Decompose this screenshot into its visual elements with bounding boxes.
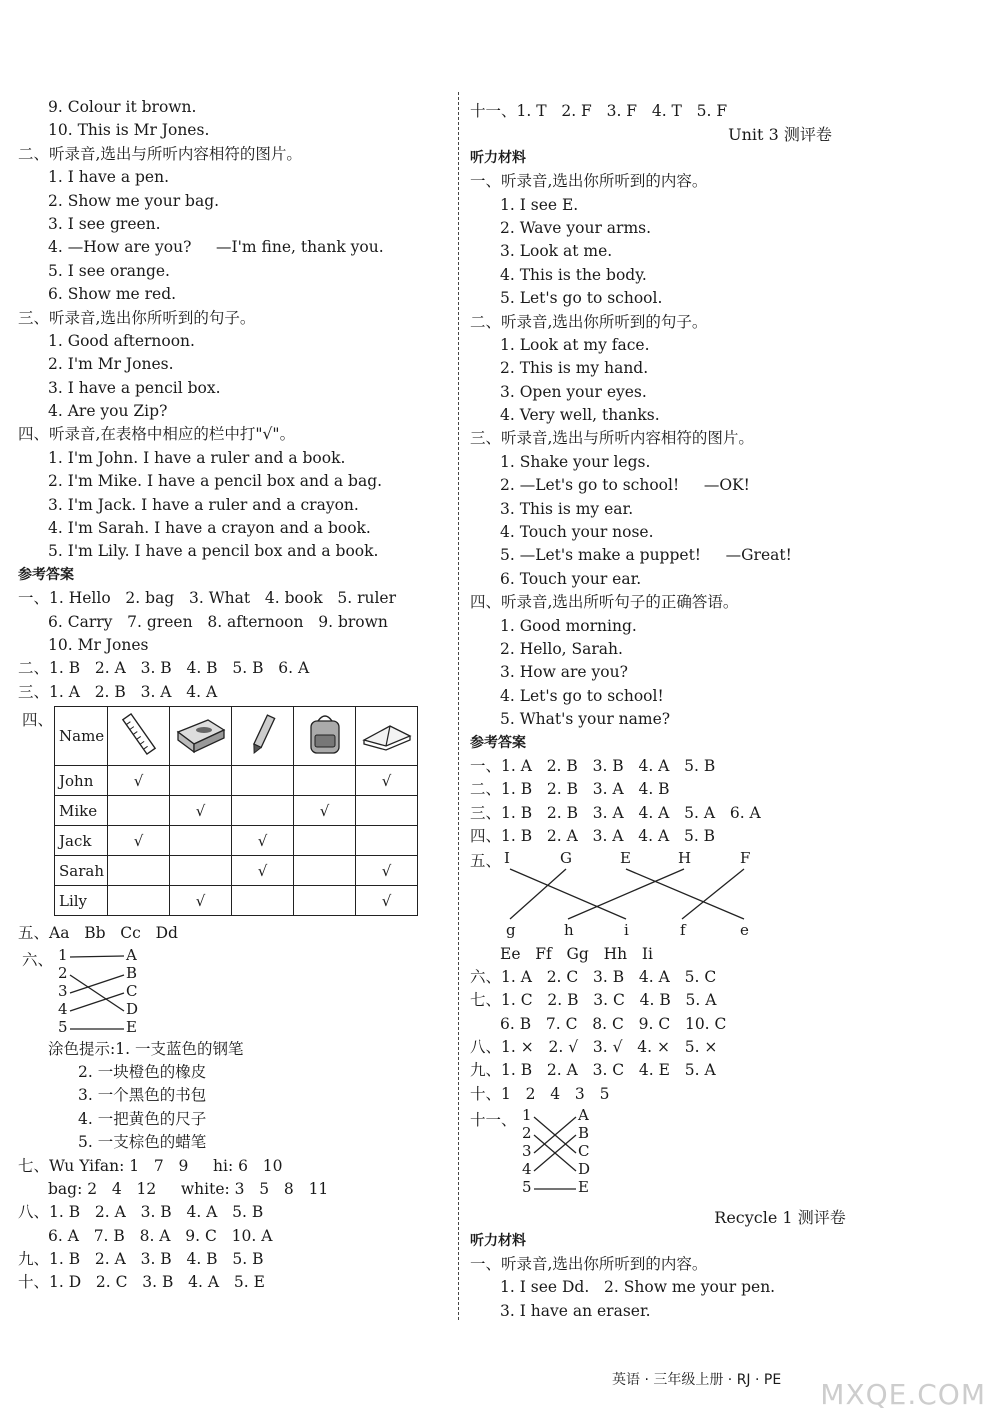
table-cell bbox=[356, 796, 418, 826]
text-line: 4. This is the body. bbox=[500, 265, 647, 284]
answer-line: 七、1. C 2. B 3. C 4. B 5. A bbox=[470, 991, 717, 1010]
text-line: 4. Touch your nose. bbox=[500, 523, 654, 542]
text-line: 1. Shake your legs. bbox=[500, 452, 651, 471]
table-cell bbox=[170, 856, 232, 886]
answer-line: 十一、1. T 2. F 3. F 4. T 5. F bbox=[470, 102, 728, 120]
text-line: 2. Show me your bag. bbox=[48, 191, 220, 210]
unit-title: Unit 3 测评卷 bbox=[728, 125, 832, 145]
match-left-label: 5 bbox=[58, 1017, 68, 1036]
matching-diagram-11 bbox=[470, 1106, 970, 1202]
table-cell bbox=[108, 856, 170, 886]
bag-icon bbox=[294, 707, 356, 766]
section-title: 一、听录音,选出你所听到的内容。 bbox=[470, 172, 708, 191]
match-left-label: 5 bbox=[522, 1178, 532, 1197]
pencil-box-icon bbox=[170, 707, 232, 766]
answer-label: 六、 bbox=[22, 950, 54, 969]
answer-line: 6. B 7. C 8. C 9. C 10. C bbox=[500, 1014, 727, 1033]
match-right-label: B bbox=[126, 963, 138, 982]
match-top-letter: I bbox=[504, 848, 510, 867]
answer-line: 6. Carry 7. green 8. afternoon 9. brown bbox=[48, 612, 388, 631]
answers-heading: 参考答案 bbox=[470, 734, 526, 751]
table-cell bbox=[108, 886, 170, 916]
text-line: 1. I see Dd. 2. Show me your pen. bbox=[500, 1278, 776, 1297]
match-left-label: 3 bbox=[522, 1142, 532, 1161]
match-left-label: 4 bbox=[522, 1160, 532, 1179]
section-title: 一、听录音,选出你所听到的内容。 bbox=[470, 1255, 708, 1274]
match-bottom-letter: i bbox=[624, 920, 629, 939]
match-right-label: C bbox=[126, 981, 138, 1000]
section-title: 二、听录音,选出你所听到的句子。 bbox=[470, 312, 708, 331]
match-bottom-letter: h bbox=[564, 920, 574, 939]
table-row bbox=[55, 886, 418, 916]
table-cell: √ bbox=[294, 796, 356, 826]
match-left-label: 3 bbox=[58, 981, 68, 1000]
text-line: 2. —Let's go to school! —OK! bbox=[500, 476, 750, 495]
letter-matching-diagram bbox=[470, 849, 970, 943]
table-cell-name: Lily bbox=[55, 886, 108, 916]
text-line: 4. Let's go to school! bbox=[500, 686, 664, 705]
match-bottom-letter: e bbox=[740, 920, 749, 939]
text-line: 4. 一把黄色的尺子 bbox=[78, 1109, 207, 1128]
text-line: 4. Are you Zip? bbox=[48, 402, 168, 421]
answer-line: Ee Ff Gg Hh Ii bbox=[500, 944, 653, 963]
text-line: 5. —Let's make a puppet! —Great! bbox=[500, 546, 792, 565]
table-cell: √ bbox=[356, 766, 418, 796]
answer-table-block bbox=[18, 706, 448, 916]
table-row bbox=[55, 826, 418, 856]
text-line: 2. I'm Mike. I have a pencil box and a bag. bbox=[48, 472, 383, 491]
match-lines bbox=[470, 1106, 600, 1202]
text-line: 3. I'm Jack. I have a ruler and a crayon. bbox=[48, 495, 359, 514]
text-line: 2. Hello, Sarah. bbox=[500, 639, 623, 658]
match-left-label: 1 bbox=[58, 945, 68, 964]
answer-line: 七、Wu Yifan: 1 7 9 hi: 6 10 bbox=[18, 1156, 283, 1175]
match-top-letter: H bbox=[678, 848, 692, 867]
table-cell: √ bbox=[356, 856, 418, 886]
text-line: 3. Look at me. bbox=[500, 242, 613, 261]
table-cell bbox=[232, 766, 294, 796]
answers-heading: 参考答案 bbox=[18, 566, 74, 583]
table-cell bbox=[294, 766, 356, 796]
answer-label: 十一、 bbox=[470, 1111, 517, 1130]
table-cell: √ bbox=[232, 856, 294, 886]
text-line: 6. Show me red. bbox=[48, 285, 177, 304]
text-line: 2. Wave your arms. bbox=[500, 218, 652, 237]
table-cell bbox=[232, 796, 294, 826]
text-line: 5. 一支棕色的蜡笔 bbox=[78, 1133, 207, 1152]
answer-line: 八、1. × 2. √ 3. √ 4. × 5. × bbox=[470, 1038, 718, 1057]
match-right-label: B bbox=[578, 1124, 590, 1143]
table-cell: √ bbox=[170, 796, 232, 826]
match-right-label: D bbox=[578, 1160, 591, 1179]
section-title: 二、听录音,选出与所听内容相符的图片。 bbox=[18, 144, 302, 163]
letter-match-lines bbox=[470, 849, 770, 943]
match-right-label: D bbox=[126, 999, 139, 1018]
answer-line: 三、1. A 2. B 3. A 4. A bbox=[18, 682, 218, 701]
answer-line: 二、1. B 2. B 3. A 4. B bbox=[470, 780, 670, 799]
answer-line: 六、1. A 2. C 3. B 4. A 5. C bbox=[470, 967, 717, 986]
answer-line: 6. A 7. B 8. A 9. C 10. A bbox=[48, 1226, 273, 1245]
watermark-logo: MXQE.COM bbox=[820, 1378, 986, 1411]
match-top-letter: E bbox=[620, 848, 631, 867]
table-cell bbox=[232, 886, 294, 916]
listening-heading: 听力材料 bbox=[470, 1232, 526, 1249]
match-bottom-letter: f bbox=[680, 920, 686, 939]
match-right-label: E bbox=[578, 1178, 589, 1197]
match-right-label: E bbox=[126, 1017, 137, 1036]
text-line: 10. This is Mr Jones. bbox=[48, 121, 210, 140]
text-line: 2. 一块橙色的橡皮 bbox=[78, 1062, 207, 1081]
answer-line: 十、1. D 2. C 3. B 4. A 5. E bbox=[18, 1273, 265, 1292]
ruler-icon bbox=[108, 707, 170, 766]
table-cell: √ bbox=[170, 886, 232, 916]
match-left-label: 2 bbox=[522, 1124, 532, 1143]
table-cell bbox=[294, 886, 356, 916]
text-line: 3. I have an eraser. bbox=[500, 1301, 651, 1320]
text-line: 1. I'm John. I have a ruler and a book. bbox=[48, 448, 346, 467]
text-line: 1. Good afternoon. bbox=[48, 331, 195, 350]
text-line: 5. I'm Lily. I have a pencil box and a book. bbox=[48, 542, 379, 561]
table-cell-name: Jack bbox=[55, 826, 108, 856]
text-line: 3. This is my ear. bbox=[500, 499, 634, 518]
text-line: 2. This is my hand. bbox=[500, 359, 649, 378]
listening-heading: 听力材料 bbox=[470, 149, 526, 166]
match-left-label: 1 bbox=[522, 1106, 532, 1125]
crayon-icon bbox=[232, 707, 294, 766]
table-row bbox=[55, 856, 418, 886]
table-cell: √ bbox=[108, 826, 170, 856]
answer-line: 五、Aa Bb Cc Dd bbox=[18, 924, 178, 943]
section-title: 四、听录音,在表格中相应的栏中打"√"。 bbox=[18, 425, 296, 444]
table-row bbox=[55, 766, 418, 796]
match-lines bbox=[18, 946, 148, 1038]
match-top-letter: G bbox=[560, 848, 572, 867]
answer-line: 四、1. B 2. A 3. A 4. A 5. B bbox=[470, 827, 716, 846]
section-title: 四、听录音,选出所听句子的正确答语。 bbox=[470, 593, 739, 612]
text-line: 4. —How are you? —I'm fine, thank you. bbox=[48, 238, 384, 257]
text-line: 3. How are you? bbox=[500, 663, 628, 682]
table-cell bbox=[294, 826, 356, 856]
check-table bbox=[54, 706, 418, 916]
match-right-label: C bbox=[578, 1142, 590, 1161]
answer-line: 一、1. Hello 2. bag 3. What 4. book 5. ruler bbox=[18, 589, 397, 608]
answer-label: 五、 bbox=[470, 851, 502, 870]
answer-line: 一、1. A 2. B 3. B 4. A 5. B bbox=[470, 756, 716, 775]
section-title: 三、听录音,选出与所听内容相符的图片。 bbox=[470, 429, 754, 448]
text-line: 5. Let's go to school. bbox=[500, 289, 663, 308]
column-divider bbox=[458, 92, 459, 1320]
table-cell bbox=[356, 826, 418, 856]
table-cell: √ bbox=[356, 886, 418, 916]
matching-diagram bbox=[18, 946, 448, 1038]
answer-line: 10. Mr Jones bbox=[48, 635, 149, 654]
text-line: 3. 一个黑色的书包 bbox=[78, 1086, 207, 1105]
match-right-label: A bbox=[126, 945, 137, 964]
text-line: 6. Touch your ear. bbox=[500, 569, 642, 588]
right-column bbox=[470, 100, 970, 1323]
match-top-letter: F bbox=[740, 848, 751, 867]
page-footer: 英语 · 三年级上册 · RJ · PE bbox=[612, 1372, 782, 1388]
text-line: 涂色提示:1. 一支蓝色的钢笔 bbox=[48, 1039, 244, 1058]
table-cell-name: Mike bbox=[55, 796, 108, 826]
match-bottom-letter: g bbox=[506, 920, 516, 939]
text-line: 1. Look at my face. bbox=[500, 335, 650, 354]
text-line: 3. I see green. bbox=[48, 214, 161, 233]
table-cell bbox=[294, 856, 356, 886]
text-line: 5. What's your name? bbox=[500, 710, 671, 729]
answer-line: 八、1. B 2. A 3. B 4. A 5. B bbox=[18, 1203, 264, 1222]
match-left-label: 4 bbox=[58, 999, 68, 1018]
text-line: 3. I have a pencil box. bbox=[48, 378, 221, 397]
text-line: 4. I'm Sarah. I have a crayon and a book. bbox=[48, 519, 371, 538]
text-line: 1. I have a pen. bbox=[48, 168, 170, 187]
text-line: 3. Open your eyes. bbox=[500, 382, 647, 401]
recycle-title: Recycle 1 测评卷 bbox=[714, 1208, 846, 1228]
table-cell bbox=[170, 766, 232, 796]
table-header-row bbox=[55, 707, 418, 766]
table-cell: √ bbox=[108, 766, 170, 796]
answer-line: 九、1. B 2. A 3. C 4. E 5. A bbox=[470, 1061, 716, 1080]
table-row bbox=[55, 796, 418, 826]
text-line: 4. Very well, thanks. bbox=[500, 406, 660, 425]
book-icon bbox=[356, 707, 418, 766]
table-cell-name: Sarah bbox=[55, 856, 108, 886]
table-cell: √ bbox=[232, 826, 294, 856]
table-cell bbox=[170, 826, 232, 856]
answer-line: 十、1 2 4 3 5 bbox=[470, 1084, 610, 1103]
text-line: 2. I'm Mr Jones. bbox=[48, 355, 174, 374]
match-right-label: A bbox=[578, 1106, 589, 1125]
table-cell bbox=[108, 796, 170, 826]
table-cell-name: John bbox=[55, 766, 108, 796]
text-line: 5. I see orange. bbox=[48, 261, 170, 280]
match-left-label: 2 bbox=[58, 963, 68, 982]
text-line: 1. I see E. bbox=[500, 195, 579, 214]
answer-line: bag: 2 4 12 white: 3 5 8 11 bbox=[48, 1179, 329, 1198]
text-line: 1. Good morning. bbox=[500, 616, 637, 635]
answer-line: 九、1. B 2. A 3. B 4. B 5. B bbox=[18, 1250, 264, 1269]
table-header-name: Name bbox=[55, 707, 108, 766]
answer-line: 三、1. B 2. B 3. A 4. A 5. A 6. A bbox=[470, 803, 761, 822]
left-column bbox=[18, 96, 448, 1295]
text-line: 9. Colour it brown. bbox=[48, 98, 197, 116]
section-title: 三、听录音,选出你所听到的句子。 bbox=[18, 308, 256, 327]
answer-line: 二、1. B 2. A 3. B 4. B 5. B 6. A bbox=[18, 659, 310, 678]
answer-label: 四、 bbox=[22, 711, 54, 730]
